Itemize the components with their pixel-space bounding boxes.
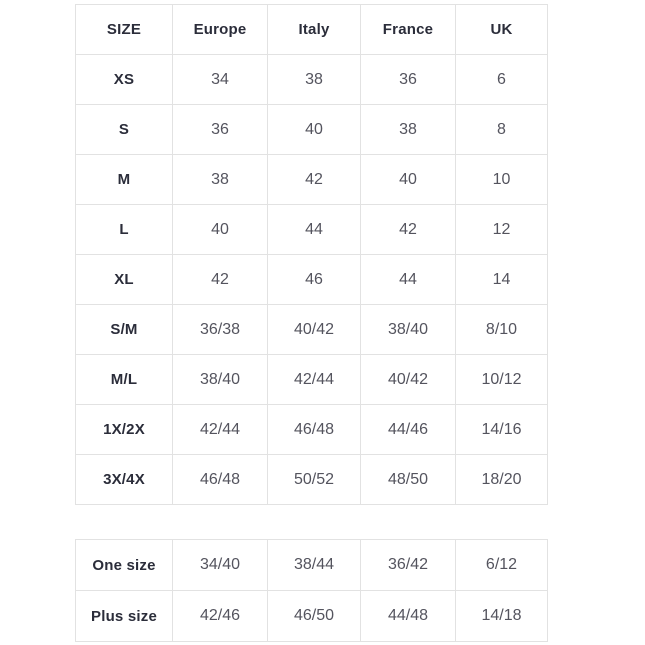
row-label: M/L xyxy=(76,355,173,405)
table-row xyxy=(76,105,548,155)
size-cell: 46 xyxy=(268,255,361,305)
table-header-row xyxy=(76,5,548,55)
row-label: S xyxy=(76,105,173,155)
special-size-table xyxy=(75,539,548,642)
size-cell: 10/12 xyxy=(456,355,548,405)
row-label: L xyxy=(76,205,173,255)
size-cell: 40/42 xyxy=(361,355,456,405)
table-row xyxy=(76,205,548,255)
size-cell: 42/44 xyxy=(268,355,361,405)
row-label: Plus size xyxy=(76,591,173,642)
size-cell: 42 xyxy=(268,155,361,205)
size-cell: 40/42 xyxy=(268,305,361,355)
size-cell: 38 xyxy=(361,105,456,155)
size-cell: 34/40 xyxy=(173,540,268,591)
row-label: One size xyxy=(76,540,173,591)
table-row xyxy=(76,255,548,305)
size-cell: 44/46 xyxy=(361,405,456,455)
size-cell: 48/50 xyxy=(361,455,456,505)
table-row xyxy=(76,455,548,505)
size-cell: 6/12 xyxy=(456,540,548,591)
size-cell: 36/38 xyxy=(173,305,268,355)
size-cell: 46/48 xyxy=(173,455,268,505)
size-cell: 12 xyxy=(456,205,548,255)
size-cell: 42/46 xyxy=(173,591,268,642)
row-label: S/M xyxy=(76,305,173,355)
size-cell: 44 xyxy=(268,205,361,255)
table-row xyxy=(76,591,548,642)
size-cell: 8 xyxy=(456,105,548,155)
size-cell: 42 xyxy=(361,205,456,255)
table-row xyxy=(76,155,548,205)
size-cell: 6 xyxy=(456,55,548,105)
size-conversion-table xyxy=(75,4,548,505)
size-cell: 14 xyxy=(456,255,548,305)
column-header-europe: Europe xyxy=(173,5,268,55)
column-header-france: France xyxy=(361,5,456,55)
table-row xyxy=(76,55,548,105)
size-cell: 36 xyxy=(173,105,268,155)
column-header-uk: UK xyxy=(456,5,548,55)
size-cell: 40 xyxy=(173,205,268,255)
row-label: XS xyxy=(76,55,173,105)
size-cell: 8/10 xyxy=(456,305,548,355)
size-cell: 14/18 xyxy=(456,591,548,642)
table-row xyxy=(76,355,548,405)
table-row xyxy=(76,405,548,455)
row-label: M xyxy=(76,155,173,205)
size-cell: 18/20 xyxy=(456,455,548,505)
size-cell: 40 xyxy=(361,155,456,205)
row-label: 3X/4X xyxy=(76,455,173,505)
size-cell: 38 xyxy=(268,55,361,105)
table-row xyxy=(76,540,548,591)
size-cell: 46/48 xyxy=(268,405,361,455)
size-cell: 10 xyxy=(456,155,548,205)
size-cell: 38 xyxy=(173,155,268,205)
size-cell: 14/16 xyxy=(456,405,548,455)
size-cell: 38/44 xyxy=(268,540,361,591)
size-cell: 38/40 xyxy=(173,355,268,405)
size-cell: 44/48 xyxy=(361,591,456,642)
row-label: 1X/2X xyxy=(76,405,173,455)
size-cell: 36/42 xyxy=(361,540,456,591)
size-guide xyxy=(75,4,548,642)
column-header-size: SIZE xyxy=(76,5,173,55)
row-label: XL xyxy=(76,255,173,305)
size-cell: 50/52 xyxy=(268,455,361,505)
size-cell: 42 xyxy=(173,255,268,305)
size-cell: 44 xyxy=(361,255,456,305)
size-cell: 36 xyxy=(361,55,456,105)
size-cell: 42/44 xyxy=(173,405,268,455)
size-cell: 46/50 xyxy=(268,591,361,642)
size-cell: 34 xyxy=(173,55,268,105)
size-cell: 40 xyxy=(268,105,361,155)
column-header-italy: Italy xyxy=(268,5,361,55)
size-cell: 38/40 xyxy=(361,305,456,355)
table-row xyxy=(76,305,548,355)
